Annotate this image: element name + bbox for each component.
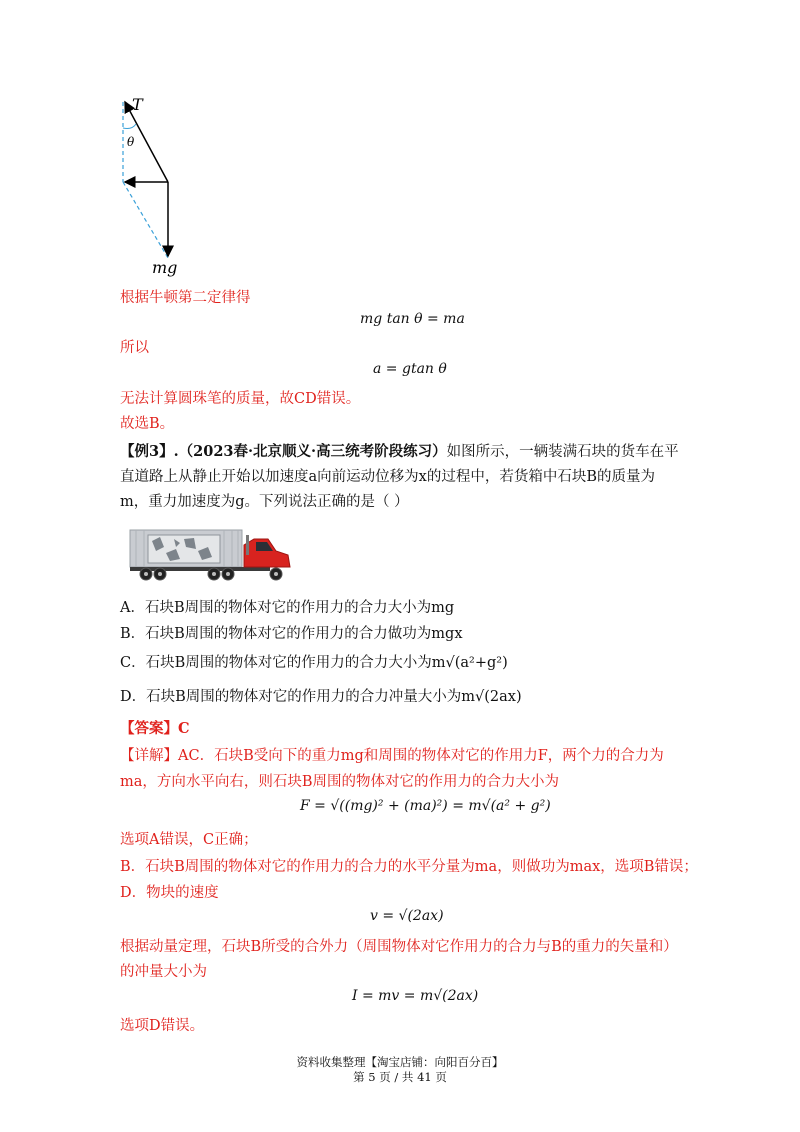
explain-line-6: D．物块的速度 (120, 885, 219, 901)
example-stem-3: m，重力加速度为g。下列说法正确的是（ ） (120, 494, 409, 510)
dashed-diagonal (123, 182, 168, 258)
footer-source: 资料收集整理【淘宝店铺：向阳百分百】 (296, 1055, 504, 1069)
cannot-line: 无法计算圆珠笔的质量，故CD错误。 (120, 391, 361, 407)
footer-page-number: 第 5 页 / 共 41 页 (353, 1070, 447, 1084)
example-tag: 【例3】. (120, 443, 179, 460)
explain-formula-i: I = mv = m√(2ax) (352, 988, 479, 1004)
option-a: A．石块B周围的物体对它的作用力的合力大小为mg (120, 600, 455, 616)
newton-line: 根据牛顿第二定律得 (120, 290, 251, 306)
option-b: B．石块B周围的物体对它的作用力的合力做功为mgx (120, 626, 463, 642)
example-source: （2023春·北京顺义·高三统考阶段练习） (178, 443, 447, 460)
truck-image (126, 527, 294, 583)
explain-formula-f: F = √((mg)² + (ma)²) = m√(a² + g²) (300, 798, 551, 814)
explain-line-2: ma，方向水平向右，则石块B周围的物体对它的作用力的合力大小为 (120, 774, 560, 790)
option-d: D．石块B周围的物体对它的作用力的合力冲量大小为m√(2ax) (120, 689, 522, 705)
label-t: T (132, 95, 143, 114)
example-stem-2: 直道路上从静止开始以加速度a向前运动位移为x的过程中，若货箱中石块B的质量为 (120, 469, 655, 485)
formula-mgtan: mg tan θ = ma (360, 311, 465, 327)
example-header (120, 442, 679, 462)
option-c: C．石块B周围的物体对它的作用力的合力大小为m√(a²+g²) (120, 655, 508, 671)
suoyi-line: 所以 (120, 340, 149, 356)
explain-line-5: B．石块B周围的物体对它的作用力的合力的水平分量为ma，则做功为max，选项B错误； (120, 859, 698, 875)
explain-line-9: 的冲量大小为 (120, 964, 207, 980)
explain-line-11: 选项D错误。 (120, 1018, 205, 1034)
answer-line: 【答案】C (120, 720, 190, 737)
force-diagram (110, 90, 220, 280)
explain-line-8: 根据动量定理，石块B所受的合外力（周围物体对它作用力的合力与B的重力的矢量和） (120, 939, 678, 955)
explain-formula-v: v = √(2ax) (370, 908, 444, 924)
choose-line: 故选B。 (120, 416, 175, 432)
label-theta: θ (127, 135, 135, 149)
explain-line-1: 【详解】AC．石块B受向下的重力mg和周围的物体对它的作用力F，两个力的合力为 (120, 748, 664, 764)
label-mg: mg (152, 258, 178, 277)
example-stem-1: 如图所示，一辆装满石块的货车在平 (446, 444, 679, 460)
angle-arc (123, 124, 136, 129)
formula-a: a = gtan θ (373, 361, 447, 377)
explain-line-4: 选项A错误，C正确； (120, 832, 258, 848)
